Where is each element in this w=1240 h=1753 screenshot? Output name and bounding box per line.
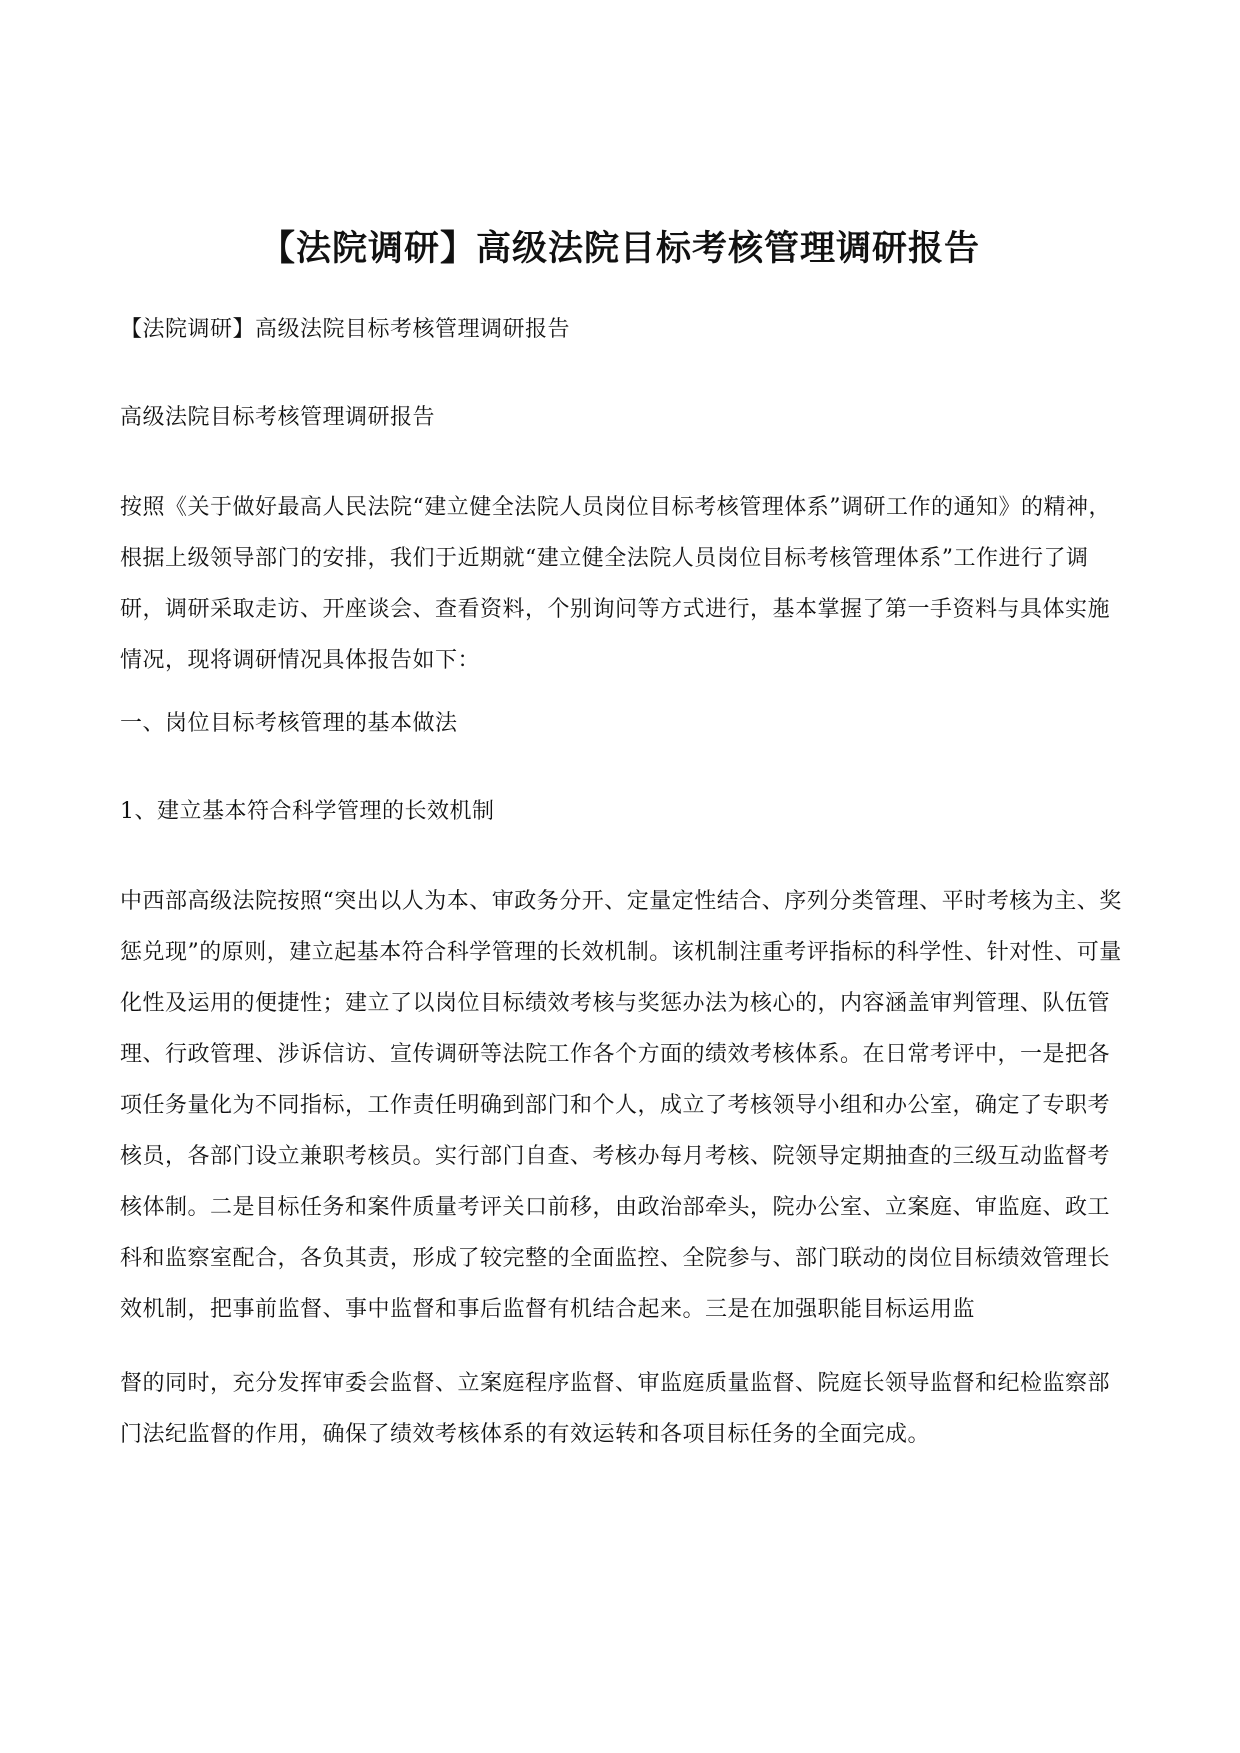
paragraph-subtitle: 高级法院目标考核管理调研报告 — [120, 405, 436, 430]
subsection-heading-1: 1、建立基本符合科学管理的长效机制 — [120, 799, 495, 824]
section-heading-1: 一、岗位目标考核管理的基本做法 — [120, 711, 458, 736]
paragraph-introduction: 按照《关于做好最高人民法院“建立健全法院人员岗位目标考核管理体系”调研工作的通知》的精神，根据上级领导部门的安排，我们于近期就“建立健全法院人员岗位目标考核管理体系”工作进行了调研，调研采取走访、开座谈会、查看资料，个别询问等方式进行，基本掌握了第一手资料与具体实施情况，现将调研情况具体报告如下： — [120, 495, 1111, 673]
paragraph-repeated-title: 【法院调研】高级法院目标考核管理调研报告 — [120, 317, 571, 342]
document-title: 【法院调研】高级法院目标考核管理调研报告 — [259, 228, 980, 269]
paragraph-body-supervision: 督的同时，充分发挥审委会监督、立案庭程序监督、审监庭质量监督、院庭长领导监督和纪检监察部门法纪监督的作用，确保了绩效考核体系的有效运转和各项目标任务的全面完成。 — [120, 1371, 1111, 1447]
paragraph-body-mechanism: 中西部高级法院按照“突出以人为本、审政务分开、定量定性结合、序列分类管理、平时考核为主、奖惩兑现”的原则，建立起基本符合科学管理的长效机制。该机制注重考评指标的科学性、针对性、可量化性及运用的便捷性；建立了以岗位目标绩效考核与奖惩办法为核心的，内容涵盖审判管理、队伍管理、行政管理、涉诉信访、宣传调研等法院工作各个方面的绩效考核体系。在日常考评中，一是把各项任务量化为不同指标，工作责任明确到部门和个人，成立了考核领导小组和办公室，确定了专职考核员，各部门设立兼职考核员。实行部门自查、考核办每月考核、院领导定期抽查的三级互动监督考核体制。二是目标任务和案件质量考评关口前移，由政治部牵头，院办公室、立案庭、审监庭、政工科和监察室配合，各负其责，形成了较完整的全面监控、全院参与、部门联动的岗位目标绩效管理长效机制，把事前监督、事中监督和事后监督有机结合起来。三是在加强职能目标运用监 — [120, 889, 1122, 1322]
